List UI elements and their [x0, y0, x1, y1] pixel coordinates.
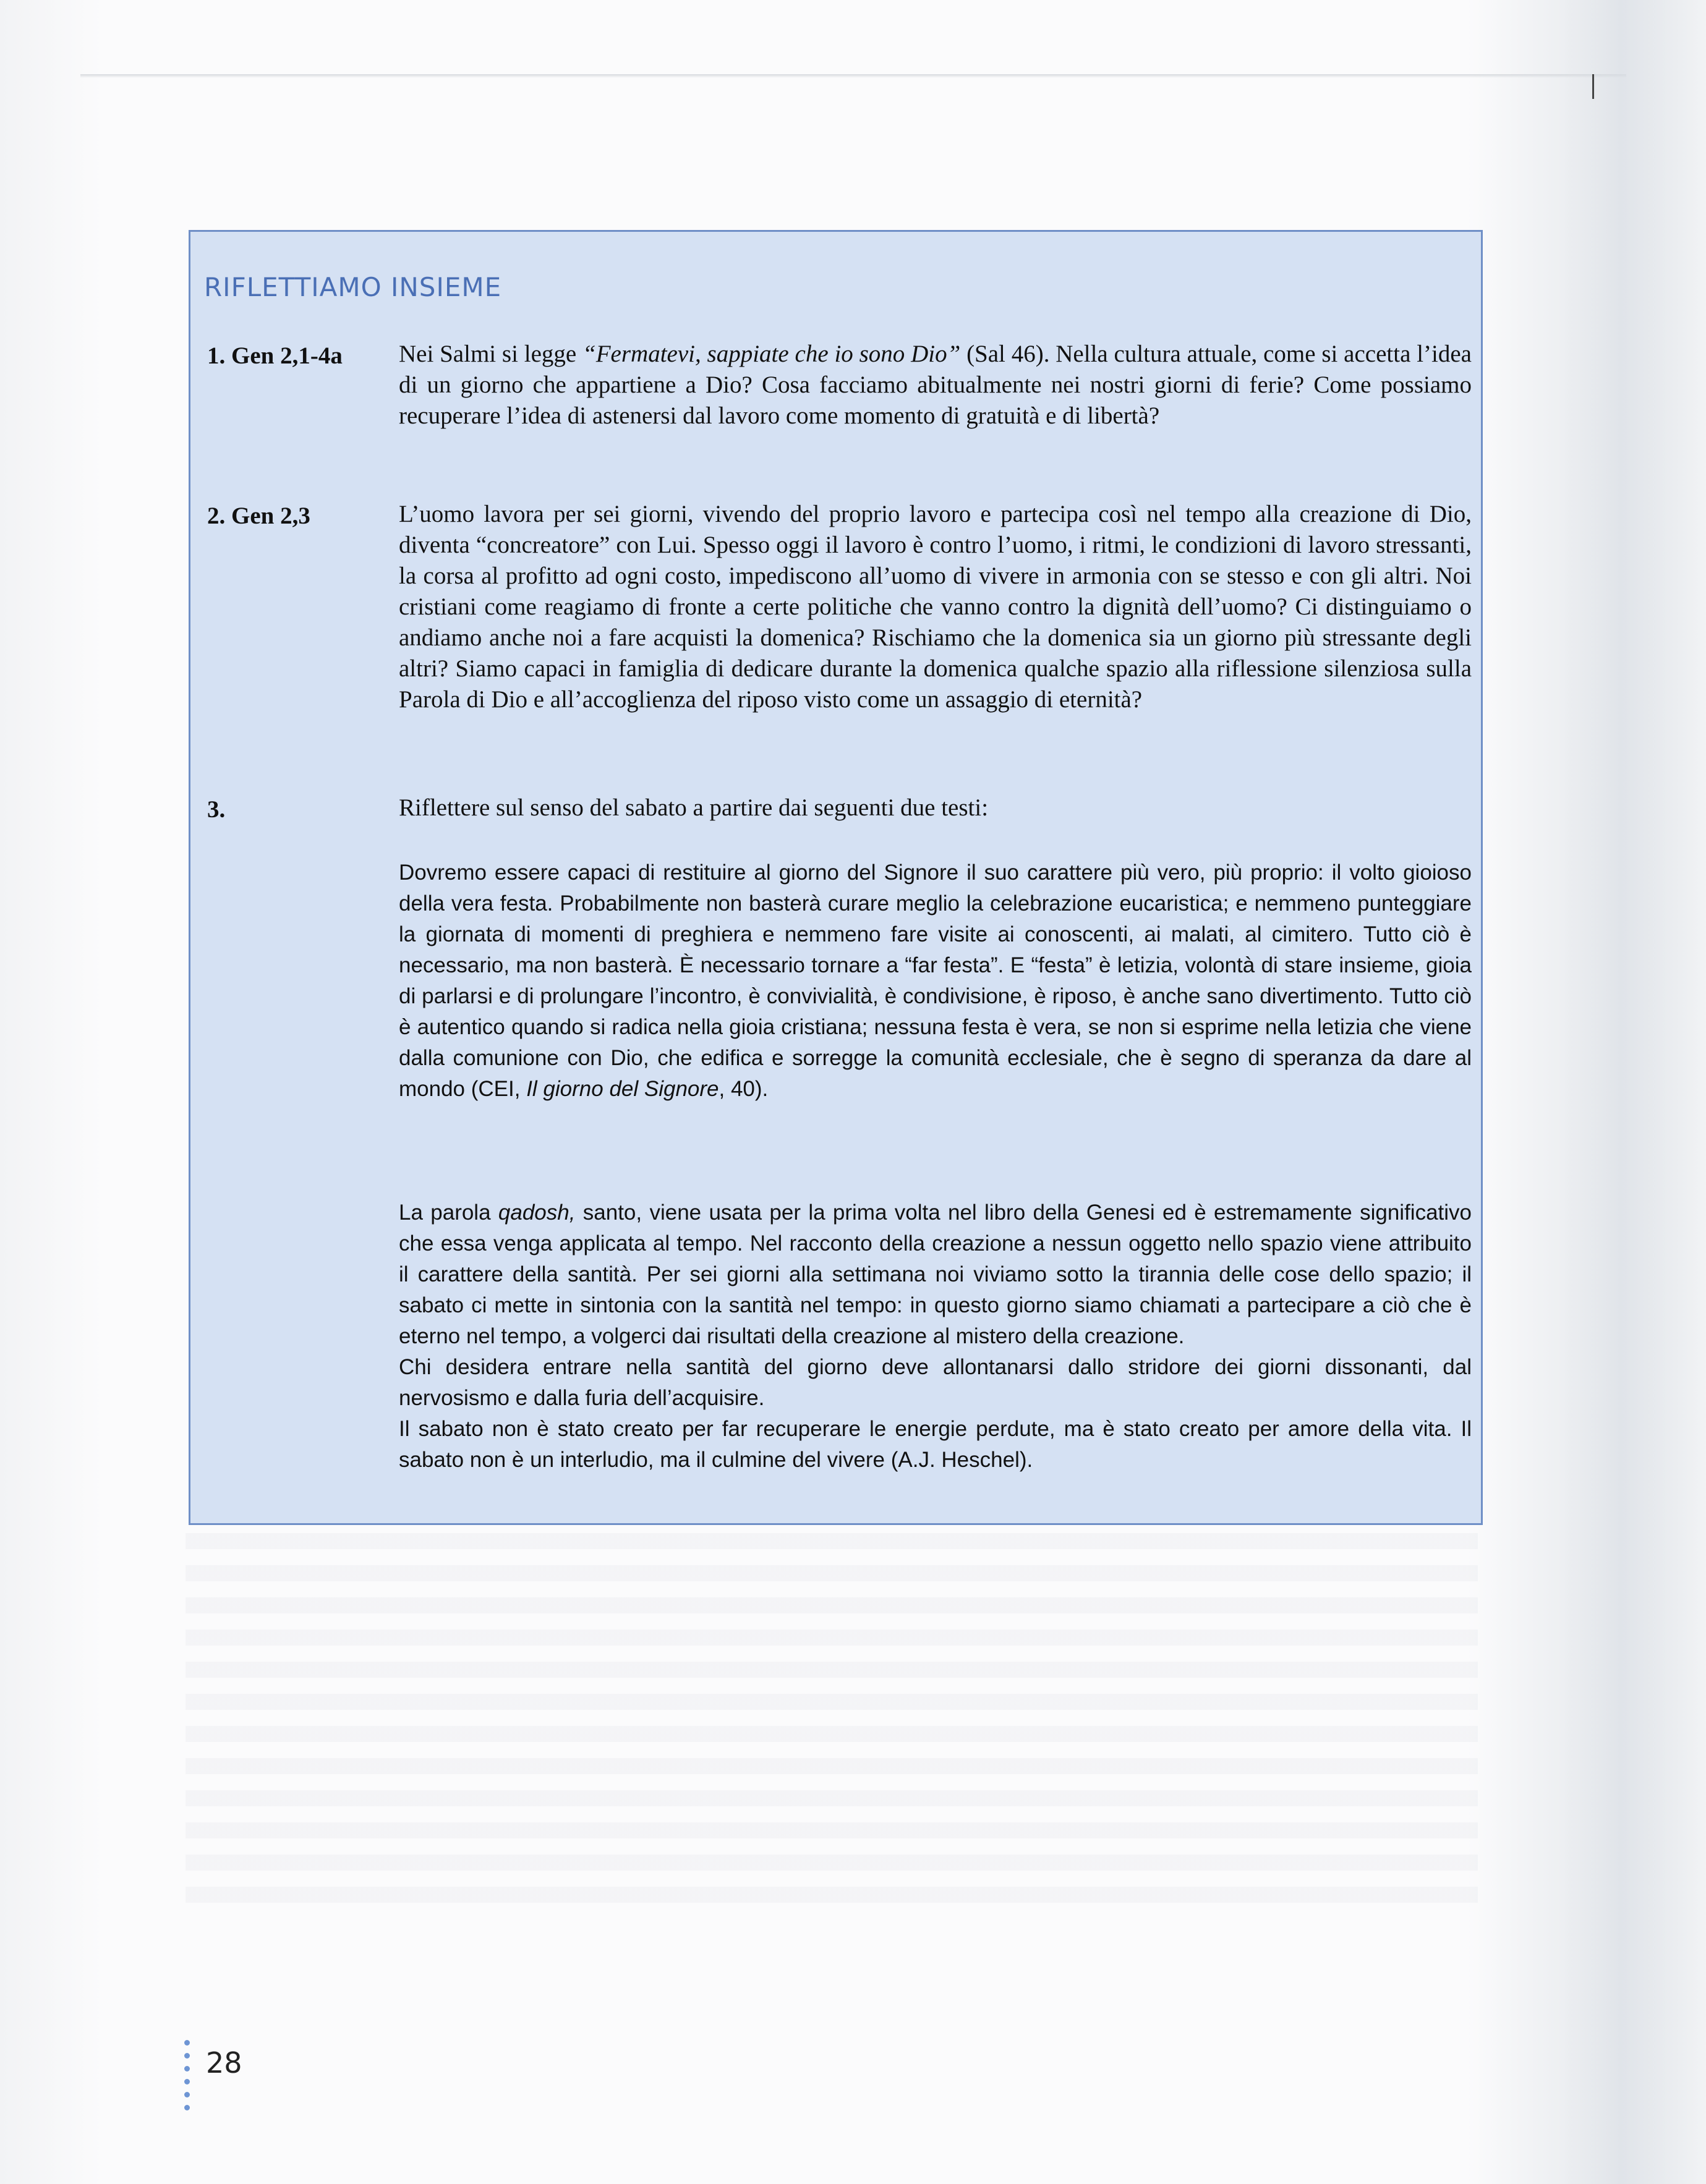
quote-heschel	[399, 1197, 1472, 1476]
page-number: 28	[206, 2046, 242, 2080]
quote-cei-text: Dovremo essere capaci di restituire al giorno del Signore il suo carattere più vero, più proprio: il volto gioioso della vera festa. Probabilmente non basterà curare meglio la celebrazione eucaristica; e nemmeno punteggiare la giornata di momenti di preghiera e nemmeno fare visite ai conoscenti, ai malati, al cimitero. Tutto ciò è necessario, ma non basterà. È necessario tornare a “far festa”. E “festa” è letizia, volontà di stare insieme, gioia di parlarsi e di prolungare l’incontro, è convivialità, è condivisione, è riposo, è anche sano divertimento. Tutto ciò è autentico quando si radica nella gioia cristiana; nessuna festa è vera, se non si esprime nella letizia che viene dalla comunione con Dio, che edifica e sorregge la comunità ecclesiale, che è segno di speranza da dare al mondo (CEI,	[399, 860, 1472, 1101]
quote-heschel-b: santo, viene usata per la prima volta nel libro della Genesi ed è estremamente significativo che essa venga applicata al tempo. Nel racconto della creazione a nessun oggetto nello spazio viene attribuito il carattere della santità. Per sei giorni alla settimana noi viviamo sotto la tirannia delle cose dello spazio; il sabato ci mette in sintonia con la santità nel tempo: in questo giorno siamo chiamati a partecipare a ciò che è eterno nel tempo, a volgerci dai risultati della creazione al mistero della creazione.	[399, 1200, 1472, 1348]
item-1-text-b: (Sal 46). Nella cultura attuale, come si accetta l’idea di un giorno che appartiene a Dio? Cosa facciamo abitualmente nei nostri giorni di ferie? Come possiamo recuperare l’idea di astenersi dal lavoro come momento di gratuità e di libertà?	[399, 341, 1472, 429]
show-through-text	[186, 1533, 1478, 1904]
quote-heschel-p3: Il sabato non è stato creato per far recuperare le energie perdute, ma è stato creato per amore della vita. Il sabato non è un interludio, ma il culmine del vivere (A.J. Heschel).	[399, 1417, 1472, 1472]
quote-heschel-p2: Chi desidera entrare nella santità del giorno deve allontanarsi dallo stridore dei giorni dissonanti, dal nervosismo e dalla furia dell’acquisire.	[399, 1355, 1472, 1410]
quote-cei	[399, 857, 1472, 1105]
item-1-text	[399, 339, 1472, 431]
quote-cei-end: , 40).	[719, 1077, 769, 1101]
page-right-shadow	[1564, 0, 1706, 2184]
item-1-text-a: Nei Salmi si legge	[399, 341, 583, 367]
item-2-text: L’uomo lavora per sei giorni, vivendo del proprio lavoro e partecipa così nel tempo alla creazione di Dio, diventa “concreatore” con Lui. Spesso oggi il lavoro è contro l’uomo, i ritmi, le condizioni di lavoro stressanti, la corsa al profitto ad ogni costo, impediscono all’uomo di vivere in armonia con se stesso e con gli altri. Noi cristiani come reagiamo di fronte a certe politiche che vanno contro la dignità dell’uomo? Ci distinguiamo o andiamo anche noi a fare acquisti la domenica? Rischiamo che la domenica sia un giorno più stressante degli altri? Siamo capaci in famiglia di dedicare durante la domenica qualche spazio alla riflessione silenziosa sulla Parola di Dio e all’accoglienza del riposo visto come un assaggio di eternità?	[399, 501, 1472, 713]
quote-heschel-qadosh: qadosh,	[498, 1200, 576, 1225]
box-title: RIFLETTIAMO INSIEME	[204, 272, 502, 302]
fold-mark	[1592, 74, 1594, 99]
page-number-dots	[184, 2040, 190, 2133]
item-1-quote: “Fermatevi, sappiate che io sono Dio”	[582, 341, 961, 367]
quote-heschel-a: La parola	[399, 1200, 498, 1225]
quote-cei-title: Il giorno del Signore	[526, 1077, 719, 1101]
quote-heschel-p1	[399, 1197, 1472, 1352]
item-2-reference: 2. Gen 2,3	[207, 503, 310, 529]
item-1-reference: 1. Gen 2,1-4a	[207, 342, 343, 369]
item-3-number: 3.	[207, 796, 226, 823]
item-3-intro: Riflettere sul senso del sabato a partire dai seguenti due testi:	[399, 794, 989, 821]
page-top-edge	[80, 74, 1626, 78]
